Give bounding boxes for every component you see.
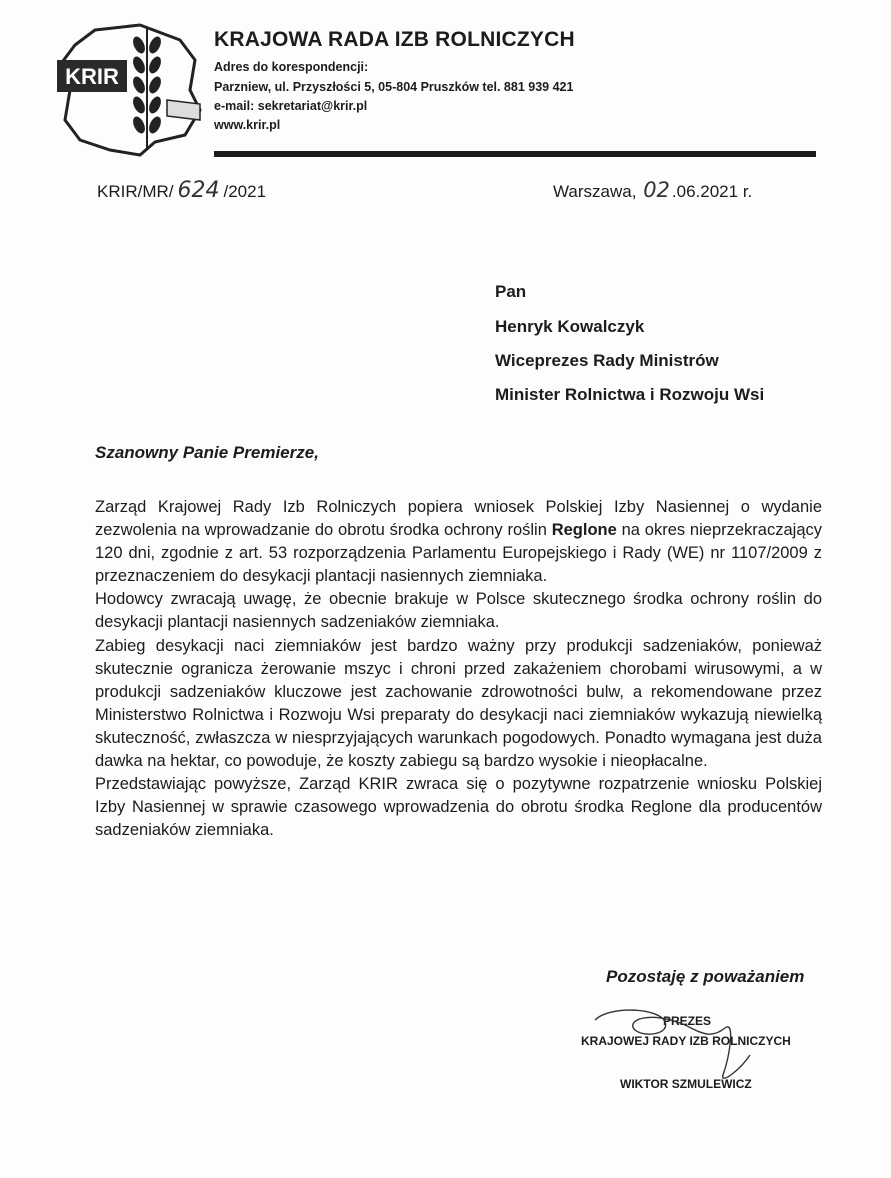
product-name: Reglone: [551, 521, 617, 540]
krir-logo: [55, 20, 205, 160]
dateline: [553, 178, 752, 202]
organization-name: KRAJOWA RADA IZB ROLNICZYCH: [214, 28, 575, 51]
recipient-line: Pan: [495, 282, 527, 301]
stamp-title: PREZES: [663, 1014, 712, 1028]
paragraph: Zabieg desykacji naci ziemniaków jest bardzo ważny przy produkcji sadzeniaków, ponieważ skutecznie ogranicza żerowanie mszyc i chroni przed zakażeniem chorobami wirusowymi, a w produkcji sadzeniaków kluczowe jest zachowanie zdrowotności bulw, a rekomendowane przez Ministerstwo Rolnictwa i Rozwoju Wsi preparaty do desykacji naci ziemniaków wykazują niewielką skuteczność, zwłaszcza w niesprzyjających warunkach pogodowych. Ponadto wymagana jest duża dawka na hektar, co powoduje, że koszty zabiegu są bardzo wysokie i nieopłacalne.: [95, 636, 822, 771]
website: www.krir.pl: [214, 118, 281, 132]
logo-text: KRIR: [65, 64, 119, 89]
reference-number: [97, 178, 266, 203]
postal-address: Parzniew, ul. Przyszłości 5, 05-804 Pruszków tel. 881 939 421: [214, 80, 574, 94]
recipient-line: Henryk Kowalczyk: [495, 317, 645, 336]
dateline-handwritten-day: 02: [643, 178, 670, 202]
closing: Pozostaję z poważaniem: [606, 967, 805, 986]
salutation: Szanowny Panie Premierze,: [95, 443, 319, 462]
reference-handwritten-number: 624: [177, 178, 220, 203]
paragraph: Przedstawiając powyższe, Zarząd KRIR zwraca się o pozytywne rozpatrzenie wniosku Polskiej Izby Nasiennej w sprawie czasowego wprowadzenia do obrotu środka Reglone dla producentów sadzeniaków ziemniaka.: [95, 775, 822, 840]
dateline-suffix: .06.2021 r.: [671, 182, 753, 201]
letter-body: [95, 496, 822, 842]
paragraph: Hodowcy zwracają uwagę, że obecnie brakuje w Polsce skutecznego środka ochrony roślin do desykacji plantacji nasiennych sadzeniaków ziemniaka.: [95, 590, 822, 632]
reference-suffix: /2021: [223, 182, 267, 201]
reference-prefix: KRIR/MR/: [97, 182, 174, 201]
paragraph: Zarząd Krajowej Rady Izb Rolniczych popiera wniosek Polskiej Izby Nasiennej o wydanie zezwolenia na wprowadzanie do obrotu środka ochrony roślin Reglone na okres nieprzekraczający 120 dni, zgodnie z art. 53 rozporządzenia Parlamentu Europejskiego i Rady (WE) nr 1107/2009 z przeznaczeniem do desykacji plantacji nasiennych ziemniaka.: [95, 498, 822, 586]
stamp-organization: KRAJOWEJ RADY IZB ROLNICZYCH: [581, 1034, 791, 1048]
email-address: e-mail: sekretariat@krir.pl: [214, 99, 368, 113]
signature-stamp: [575, 1000, 815, 1100]
stamp-name: WIKTOR SZMULEWICZ: [620, 1077, 752, 1091]
handwritten-signature: [575, 1000, 815, 1100]
recipient-line: Minister Rolnictwa i Rozwoju Wsi: [495, 385, 765, 404]
recipient-line: Wiceprezes Rady Ministrów: [495, 351, 719, 370]
header-rule: [214, 151, 816, 157]
address-label: Adres do korespondencji:: [214, 60, 369, 74]
dateline-prefix: Warszawa,: [553, 182, 637, 201]
